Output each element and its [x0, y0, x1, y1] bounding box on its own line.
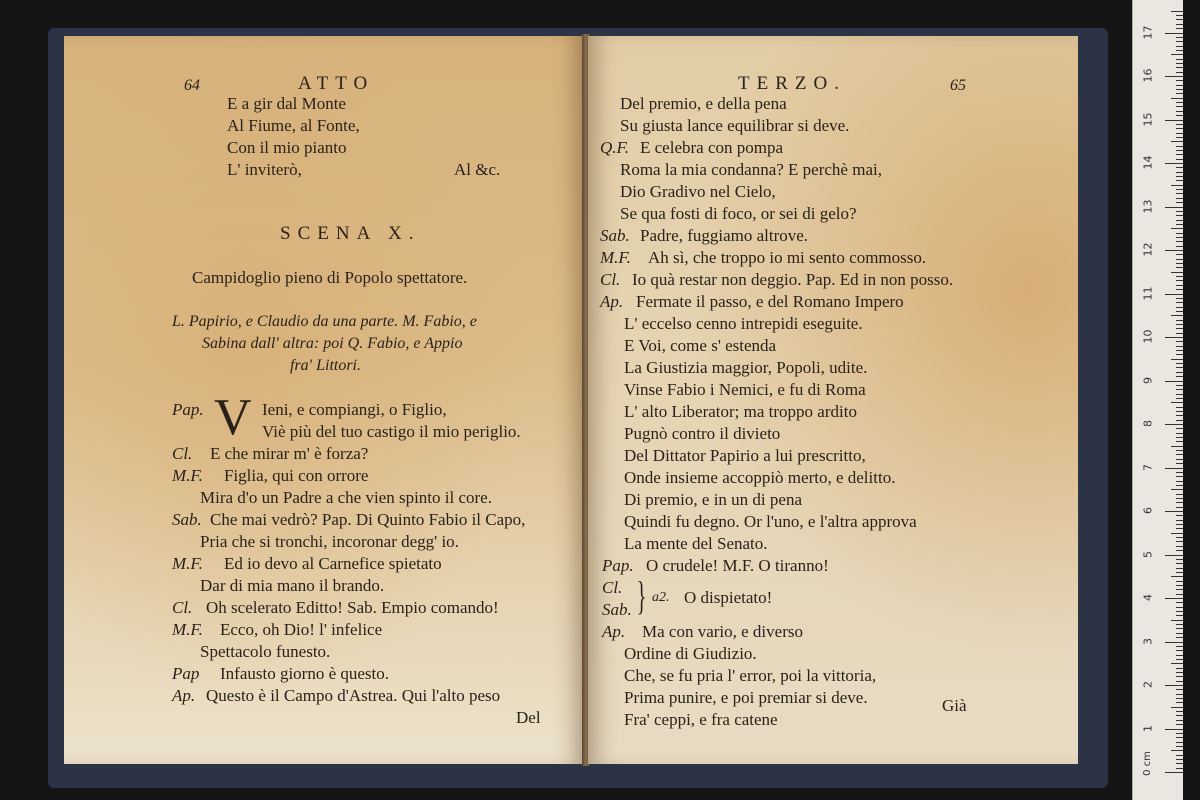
ruler-tick	[1176, 494, 1183, 495]
ruler-tick	[1176, 19, 1183, 20]
ruler-tick	[1176, 15, 1183, 16]
ruler-tick	[1176, 650, 1183, 651]
ruler-tick	[1176, 624, 1183, 625]
dialogue-line: L' alto Liberator; ma troppo ardito	[624, 402, 857, 421]
ruler-tick	[1176, 672, 1183, 673]
ruler-tick	[1165, 337, 1183, 338]
ruler-number: 1	[1141, 724, 1155, 732]
ruler-number: 16	[1141, 68, 1155, 83]
ruler-tick	[1176, 698, 1183, 699]
speaker-label: M.F.	[172, 620, 203, 639]
ruler-tick	[1176, 89, 1183, 90]
ruler-tick	[1176, 755, 1183, 756]
ruler-tick	[1176, 102, 1183, 103]
ruler-tick	[1176, 520, 1183, 521]
ruler-tick	[1165, 772, 1183, 773]
ruler-tick	[1165, 120, 1183, 121]
ruler-tick	[1171, 359, 1183, 360]
cast-line: Sabina dall' altra: poi Q. Fabio, e Appio	[202, 335, 463, 352]
ruler-tick	[1171, 489, 1183, 490]
verse-line: Al Fiume, al Fonte,	[227, 116, 360, 135]
ruler-tick	[1176, 385, 1183, 386]
dialogue-line: Dio Gradivo nel Cielo,	[620, 182, 776, 201]
ruler-tick	[1171, 54, 1183, 55]
ruler-tick	[1171, 98, 1183, 99]
dialogue-line: Fra' ceppi, e fra catene	[624, 710, 778, 729]
speaker-label: M.F.	[600, 248, 631, 267]
ruler-tick	[1176, 615, 1183, 616]
ruler-tick	[1171, 446, 1183, 447]
scene-title: SCENA X.	[280, 223, 421, 244]
dialogue-line: Viè più del tuo castigo il mio periglio.	[262, 422, 521, 441]
dialogue-line: Fermate il passo, e del Romano Impero	[636, 292, 904, 311]
ruler-tick	[1176, 428, 1183, 429]
ruler-tick	[1165, 685, 1183, 686]
ruler-tick	[1176, 307, 1183, 308]
ruler-tick	[1176, 137, 1183, 138]
ruler-tick	[1171, 141, 1183, 142]
ruler-tick	[1176, 481, 1183, 482]
ruler-tick	[1176, 211, 1183, 212]
ruler-tick	[1176, 563, 1183, 564]
ruler-tick	[1176, 46, 1183, 47]
dialogue-line: Del Dittator Papirio a lui prescritto,	[624, 446, 866, 465]
ruler-tick	[1176, 733, 1183, 734]
speaker-label: Ap.	[602, 622, 626, 641]
ruler-tick	[1171, 750, 1183, 751]
ruler-tick	[1176, 150, 1183, 151]
ruler-tick	[1176, 50, 1183, 51]
running-header-left: ATTO	[298, 73, 375, 94]
speaker-label: Sab.	[600, 226, 630, 245]
ruler-number: 11	[1141, 286, 1155, 300]
verse-line: E a gir dal Monte	[227, 94, 346, 113]
ruler-tick	[1176, 85, 1183, 86]
ruler-tick	[1176, 720, 1183, 721]
ruler-tick	[1176, 715, 1183, 716]
ruler-tick	[1176, 581, 1183, 582]
ruler-tick	[1176, 737, 1183, 738]
speaker-label: Ap.	[600, 292, 624, 311]
ruler-tick	[1176, 37, 1183, 38]
ruler-tick	[1176, 602, 1183, 603]
ruler-tick	[1176, 433, 1183, 434]
ruler-tick	[1176, 28, 1183, 29]
ruler-tick	[1176, 346, 1183, 347]
dialogue-line: E Voi, come s' estenda	[624, 336, 777, 355]
ruler-tick	[1176, 541, 1183, 542]
dialogue-line: Pria che si tronchi, incoronar degg' io.	[200, 532, 459, 551]
ruler-tick	[1176, 476, 1183, 477]
dialogue-line: La mente del Senato.	[624, 534, 768, 553]
dialogue-line: Che mai vedrò? Pap. Di Quinto Fabio il Capo,	[210, 510, 526, 529]
ruler-tick	[1176, 537, 1183, 538]
ruler-tick	[1176, 333, 1183, 334]
ruler-tick	[1176, 259, 1183, 260]
verse-line: Con il mio pianto	[227, 138, 347, 157]
page-number-left: 64	[184, 77, 200, 94]
ruler-tick	[1176, 407, 1183, 408]
cast-line: L. Papirio, e Claudio da una parte. M. Fabio, e	[172, 313, 477, 330]
verse-tail: Al &c.	[454, 160, 501, 179]
ruler-number: 6	[1141, 507, 1155, 514]
ruler-tick	[1176, 676, 1183, 677]
ruler-tick	[1176, 507, 1183, 508]
ruler-tick	[1171, 663, 1183, 664]
ruler-tick	[1176, 485, 1183, 486]
ruler-tick	[1165, 729, 1183, 730]
ruler-tick	[1176, 585, 1183, 586]
speaker-label: Ap.	[172, 686, 196, 705]
ruler-tick	[1176, 759, 1183, 760]
ruler-tick	[1176, 237, 1183, 238]
dialogue-line: Ieni, e compiangi, o Figlio,	[262, 400, 447, 419]
speaker-label: Pap.	[602, 556, 634, 575]
ruler-tick	[1176, 628, 1183, 629]
ruler-tick	[1171, 576, 1183, 577]
ruler-tick	[1176, 441, 1183, 442]
ruler-tick	[1176, 646, 1183, 647]
left-page	[64, 36, 584, 764]
ruler-tick	[1176, 572, 1183, 573]
ruler-tick	[1176, 459, 1183, 460]
ruler-number: 15	[1141, 112, 1155, 126]
speaker-brace: }	[636, 573, 647, 618]
ruler-tick	[1165, 381, 1183, 382]
dialogue-line: O dispietato!	[684, 588, 773, 607]
ruler-tick	[1176, 472, 1183, 473]
ruler-tick	[1176, 193, 1183, 194]
ruler-tick	[1171, 228, 1183, 229]
ruler-tick	[1176, 24, 1183, 25]
ruler-tick	[1176, 215, 1183, 216]
dialogue-line: Figlia, qui con orrore	[224, 466, 369, 485]
ruler-tick	[1176, 389, 1183, 390]
ruler-tick	[1176, 768, 1183, 769]
ruler-tick	[1176, 63, 1183, 64]
ruler-tick	[1176, 124, 1183, 125]
ruler-tick	[1165, 555, 1183, 556]
speaker-label: Cl.	[172, 444, 193, 463]
ruler-tick	[1171, 620, 1183, 621]
dialogue-line: Pugnò contro il divieto	[624, 424, 781, 443]
ruler-tick	[1165, 207, 1183, 208]
ruler-tick	[1165, 163, 1183, 164]
ruler-tick	[1176, 546, 1183, 547]
ruler-tick	[1176, 498, 1183, 499]
ruler-tick	[1176, 320, 1183, 321]
ruler-tick	[1176, 363, 1183, 364]
dialogue-line: Ed io devo al Carnefice spietato	[224, 554, 442, 573]
ruler-tick	[1176, 659, 1183, 660]
ruler-tick	[1176, 93, 1183, 94]
dialogue-line: L' eccelso cenno intrepidi eseguite.	[624, 314, 863, 333]
ruler-tick	[1176, 176, 1183, 177]
speaker-label: M.F.	[172, 466, 203, 485]
ruler-tick	[1176, 637, 1183, 638]
ruler-tick	[1176, 180, 1183, 181]
ruler-tick	[1171, 707, 1183, 708]
ruler-tick	[1165, 598, 1183, 599]
ruler-tick	[1176, 702, 1183, 703]
ruler-tick	[1176, 742, 1183, 743]
ruler-tick	[1176, 528, 1183, 529]
ruler-tick	[1176, 285, 1183, 286]
ruler-tick	[1176, 341, 1183, 342]
ruler-tick	[1176, 133, 1183, 134]
ruler-tick	[1176, 463, 1183, 464]
page-number-right: 65	[950, 77, 966, 94]
ruler-tick	[1176, 633, 1183, 634]
ruler-tick	[1176, 280, 1183, 281]
ruler-tick	[1176, 159, 1183, 160]
ruler-tick	[1176, 241, 1183, 242]
ruler-tick	[1171, 315, 1183, 316]
ruler-tick	[1176, 415, 1183, 416]
speaker-label: M.F.	[172, 554, 203, 573]
ruler-tick	[1176, 263, 1183, 264]
dialogue-line: Ma con vario, e diverso	[642, 622, 803, 641]
ruler-tick	[1176, 724, 1183, 725]
dialogue-line: Che, se fu pria l' error, poi la vittoria,	[624, 666, 877, 685]
ruler-tick	[1176, 568, 1183, 569]
ruler-number: 4	[1141, 594, 1155, 601]
dialogue-line: E che mirar m' è forza?	[210, 444, 369, 463]
right-page	[588, 36, 1078, 764]
ruler-tick	[1176, 594, 1183, 595]
ruler-tick	[1176, 289, 1183, 290]
ruler-tick	[1176, 198, 1183, 199]
ruler-tick	[1176, 607, 1183, 608]
ruler-tick	[1176, 276, 1183, 277]
ruler-tick	[1176, 550, 1183, 551]
ruler-number: 10	[1141, 329, 1155, 344]
ruler-tick	[1176, 454, 1183, 455]
dialogue-line: Quindi fu degno. Or l'uno, e l'altra approva	[624, 512, 917, 531]
ruler-tick	[1176, 437, 1183, 438]
dialogue-line: Dar di mia mano il brando.	[200, 576, 385, 595]
ruler-tick	[1176, 515, 1183, 516]
ruler-tick	[1176, 689, 1183, 690]
dialogue-line: La Giustizia maggior, Popoli, udite.	[624, 358, 868, 377]
ruler-tick	[1176, 450, 1183, 451]
scene-setting: Campidoglio pieno di Popolo spettatore.	[192, 268, 468, 287]
speaker-label: Pap.	[172, 400, 204, 419]
ruler-tick	[1176, 524, 1183, 525]
ruler-tick	[1176, 589, 1183, 590]
ruler-tick	[1176, 411, 1183, 412]
ruler-tick	[1176, 233, 1183, 234]
ruler-tick	[1176, 324, 1183, 325]
ruler-number: 8	[1141, 420, 1155, 427]
ruler-number: 3	[1141, 637, 1155, 645]
ruler-tick	[1176, 298, 1183, 299]
speaker-label: Cl.	[600, 270, 621, 289]
ruler-tick	[1176, 398, 1183, 399]
ruler-tick	[1176, 115, 1183, 116]
ruler-tick	[1176, 246, 1183, 247]
dialogue-line: Ah sì, che troppo io mi sento commosso.	[648, 248, 927, 267]
ruler-tick	[1176, 41, 1183, 42]
dialogue-line: Ordine di Giudizio.	[624, 644, 757, 663]
speaker-label: Cl.	[172, 598, 193, 617]
ruler-tick	[1176, 694, 1183, 695]
dialogue-line: Su giusta lance equilibrar si deve.	[620, 116, 850, 135]
catchword-left: Del	[516, 708, 541, 727]
ruler-tick	[1176, 106, 1183, 107]
ruler-tick	[1176, 394, 1183, 395]
dialogue-line: Questo è il Campo d'Astrea. Qui l'alto peso	[206, 686, 501, 705]
speaker-label: Pap	[172, 664, 200, 683]
ruler-tick	[1176, 154, 1183, 155]
ruler-tick	[1176, 189, 1183, 190]
dialogue-line: O crudele! M.F. O tiranno!	[646, 556, 829, 575]
cast-line: fra' Littori.	[290, 357, 361, 374]
ruler-tick	[1176, 746, 1183, 747]
ruler-tick	[1176, 350, 1183, 351]
dialogue-line: Onde insieme accoppiò merto, e delitto.	[624, 468, 896, 487]
ruler-tick	[1176, 167, 1183, 168]
measurement-ruler	[1132, 0, 1183, 800]
ruler-tick	[1176, 763, 1183, 764]
ruler-tick	[1171, 185, 1183, 186]
running-header-right: TERZO.	[738, 73, 846, 94]
dialogue-line: Infausto giorno è questo.	[220, 664, 390, 683]
ruler-tick	[1165, 642, 1183, 643]
dialogue-line: Ecco, oh Dio! l' infelice	[220, 620, 383, 639]
ruler-tick	[1165, 468, 1183, 469]
ruler-tick	[1176, 681, 1183, 682]
ruler-tick	[1176, 372, 1183, 373]
ruler-tick	[1176, 502, 1183, 503]
ruler-tick	[1176, 111, 1183, 112]
ruler-tick	[1176, 202, 1183, 203]
ruler-tick	[1171, 11, 1183, 12]
dialogue-line: E celebra con pompa	[640, 138, 784, 157]
ruler-number: 9	[1141, 376, 1155, 384]
dialogue-line: Del premio, e della pena	[620, 94, 787, 113]
ruler-tick	[1176, 420, 1183, 421]
ruler-tick	[1176, 267, 1183, 268]
ruler-tick	[1176, 224, 1183, 225]
ruler-tick	[1171, 272, 1183, 273]
ruler-tick	[1176, 354, 1183, 355]
dialogue-line: Io quà restar non deggio. Pap. Ed in non posso.	[632, 270, 954, 289]
ruler-tick	[1176, 220, 1183, 221]
ruler-unit-label: 0 cm	[1141, 751, 1153, 776]
ruler-tick	[1176, 254, 1183, 255]
ruler-tick	[1165, 76, 1183, 77]
speaker-label: Sab.	[172, 510, 202, 529]
ruler-tick	[1176, 172, 1183, 173]
ruler-number: 14	[1141, 155, 1155, 170]
ruler-number: 12	[1141, 242, 1155, 257]
ruler-tick	[1176, 559, 1183, 560]
ruler-tick	[1165, 424, 1183, 425]
ruler-tick	[1176, 328, 1183, 329]
ruler-tick	[1176, 128, 1183, 129]
ruler-tick	[1165, 511, 1183, 512]
dialogue-line: Prima punire, e poi premiar si deve.	[624, 688, 868, 707]
verse-line: L' inviterò,	[227, 160, 302, 179]
ruler-number: 13	[1141, 199, 1155, 213]
drop-capital: V	[214, 389, 252, 446]
dialogue-line: Oh scelerato Editto! Sab. Empio comando!	[206, 598, 499, 617]
ruler-tick	[1176, 72, 1183, 73]
ruler-tick	[1176, 146, 1183, 147]
speaker-label: Q.F.	[600, 138, 629, 157]
ruler-tick	[1176, 311, 1183, 312]
ruler-tick	[1176, 302, 1183, 303]
dialogue-line: Mira d'o un Padre a che vien spinto il core.	[200, 488, 492, 507]
speaker-label: Cl.	[602, 578, 623, 597]
ruler-tick	[1165, 250, 1183, 251]
ruler-number: 7	[1141, 463, 1155, 471]
ruler-tick	[1176, 711, 1183, 712]
dialogue-line: Spettacolo funesto.	[200, 642, 331, 661]
dialogue-line: Se qua fosti di foco, or sei di gelo?	[620, 204, 857, 223]
dialogue-line: Padre, fuggiamo altrove.	[640, 226, 809, 245]
ruler-tick	[1176, 367, 1183, 368]
dialogue-line: Vinse Fabio i Nemici, e fu di Roma	[624, 380, 866, 399]
ruler-tick	[1176, 611, 1183, 612]
ruler-tick	[1165, 33, 1183, 34]
ruler-tick	[1171, 533, 1183, 534]
ruler-tick	[1165, 294, 1183, 295]
ruler-number: 2	[1141, 681, 1155, 688]
speaker-label: Sab.	[602, 600, 632, 619]
ruler-number: 17	[1141, 25, 1155, 39]
ruler-tick	[1176, 80, 1183, 81]
dialogue-line: Di premio, e in un di pena	[624, 490, 802, 509]
ruler-tick	[1176, 67, 1183, 68]
catchword-right: Già	[942, 696, 967, 715]
a2-marker: a2.	[652, 590, 670, 605]
ruler-tick	[1171, 402, 1183, 403]
ruler-tick	[1176, 59, 1183, 60]
dialogue-line: Roma la mia condanna? E perchè mai,	[620, 160, 882, 179]
ruler-tick	[1176, 668, 1183, 669]
ruler-number: 5	[1141, 550, 1155, 558]
ruler-tick	[1176, 376, 1183, 377]
ruler-tick	[1176, 655, 1183, 656]
